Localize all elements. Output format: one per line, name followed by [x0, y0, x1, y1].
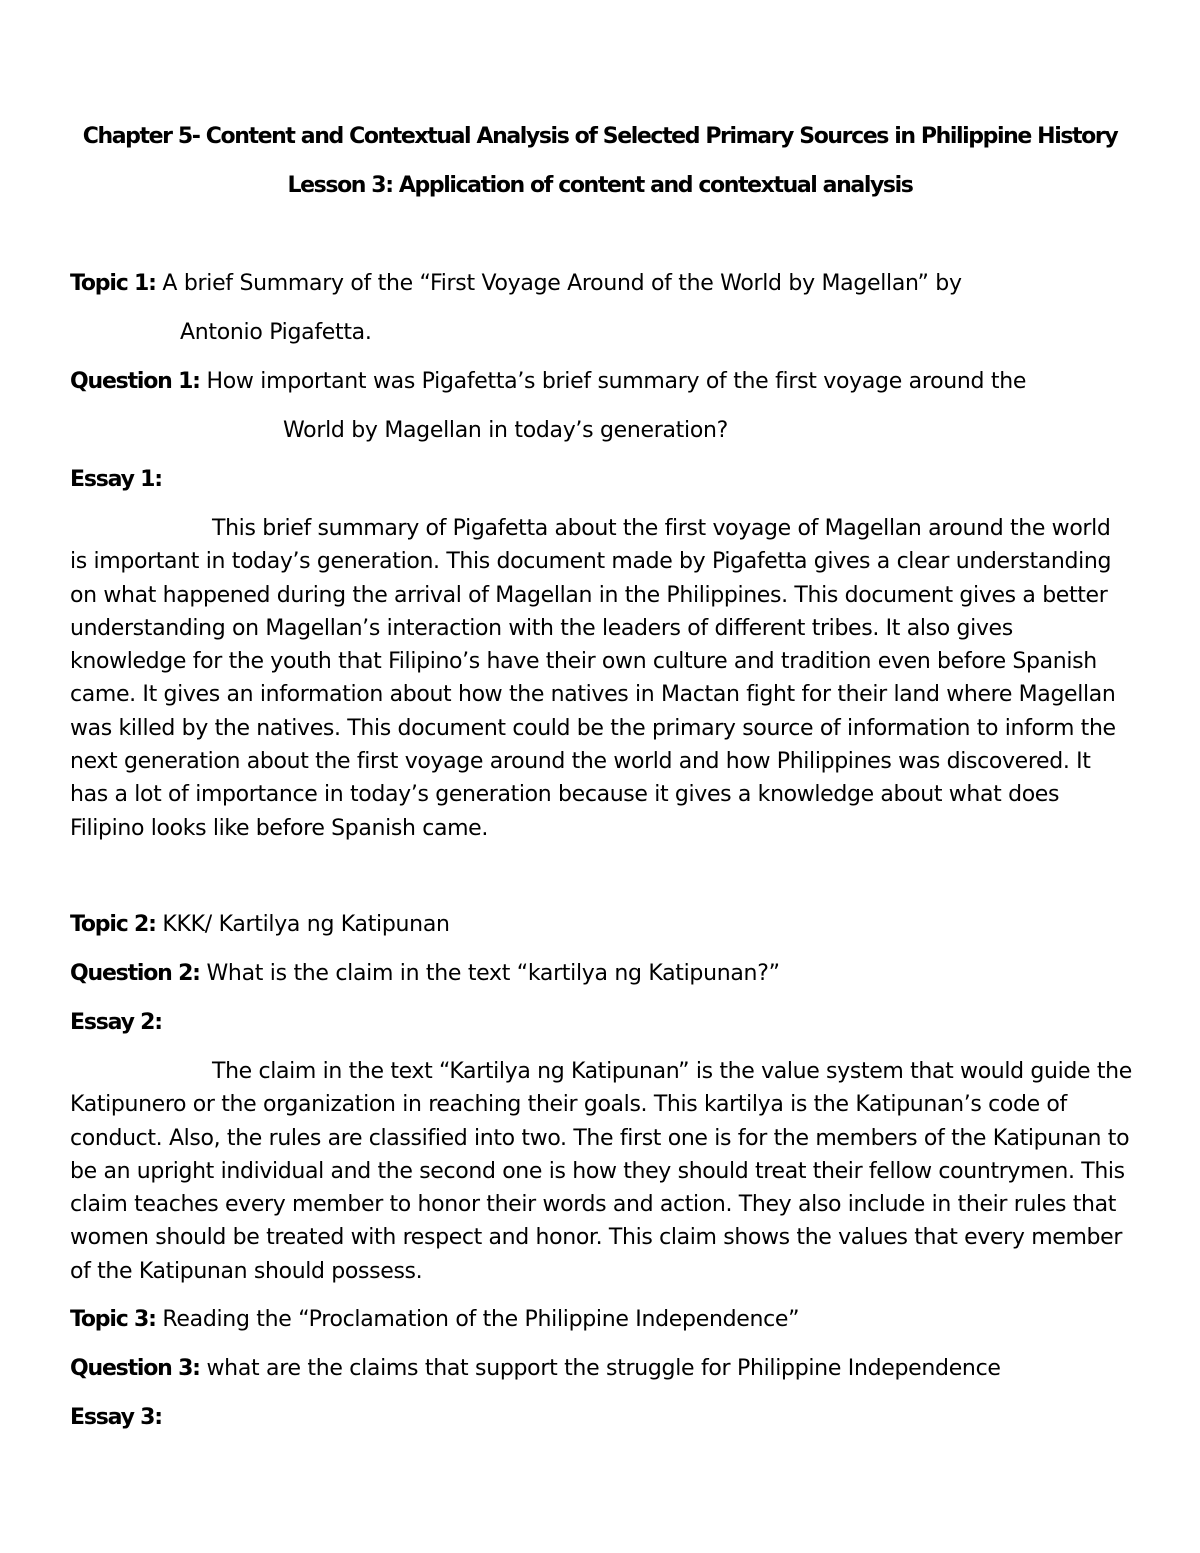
topic-1-label: Topic 1: — [70, 271, 156, 296]
topic-1-text-cont: Antonio Pigafetta. — [180, 320, 372, 345]
chapter-title: Chapter 5- Content and Contextual Analysis of Selected Primary Sources in Philippine History — [82, 124, 1118, 149]
question-3-text: what are the claims that support the struggle for Philippine Independence — [206, 1356, 1001, 1381]
topic-1 — [70, 269, 962, 299]
question-2-label: Question 2: — [70, 961, 200, 986]
lesson-title: Lesson 3: Application of content and contextual analysis — [287, 173, 913, 198]
topic-1-text: A brief Summary of the “First Voyage Around of the World by Magellan” by — [162, 271, 962, 296]
topic-3 — [70, 1305, 799, 1335]
question-1-label: Question 1: — [70, 369, 200, 394]
essay-1-text: This brief summary of Pigafetta about the first voyage of Magellan around the world is important in today’s generation. This document made by Pigafetta gives a clear understanding on what happened during the arrival of Magellan in the Philippines. This document gives a better understanding on Magellan’s interaction with the leaders of different tribes. It also gives knowledge for the youth that Filipino’s have their own culture and tradition even before Spanish came. It gives an information about how the natives in Mactan fight for their land where Magellan was killed by the natives. This document could be the primary source of information to inform the next generation about the first voyage around the world and how Philippines was discovered. It has a lot of importance in today’s generation because it gives a knowledge about what does Filipino looks like before Spanish came. — [70, 516, 1116, 841]
topic-2-text: KKK/ Kartilya ng Katipunan — [162, 912, 450, 937]
topic-3-text: Reading the “Proclamation of the Philippine Independence” — [162, 1307, 800, 1332]
topic-2 — [70, 910, 450, 940]
question-1-text: How important was Pigafetta’s brief summary of the first voyage around the — [206, 369, 1027, 394]
topic-3-label: Topic 3: — [70, 1307, 156, 1332]
essay-1-body — [70, 512, 1132, 845]
topic-2-label: Topic 2: — [70, 912, 156, 937]
essay-2-body — [70, 1055, 1132, 1288]
question-2-text: What is the claim in the text “kartilya ng Katipunan?” — [206, 961, 780, 986]
essay-3-label: Essay 3: — [70, 1405, 162, 1430]
essay-2-label: Essay 2: — [70, 1010, 162, 1035]
question-1-text-cont: World by Magellan in today’s generation? — [283, 418, 728, 443]
essay-1-label: Essay 1: — [70, 467, 162, 492]
question-3 — [70, 1354, 1001, 1384]
question-3-label: Question 3: — [70, 1356, 200, 1381]
question-1 — [70, 367, 1026, 397]
essay-2-text: The claim in the text “Kartilya ng Katipunan” is the value system that would guide the Katipunero or the organization in reaching their goals. This kartilya is the Katipunan’s code of conduct. Also, the rules are classified into two. The first one is for the members of the Katipunan to be an upright individual and the second one is how they should treat their fellow countrymen. This claim teaches every member to honor their words and action. They also include in their rules that women should be treated with respect and honor. This claim shows the values that every member of the Katipunan should possess. — [70, 1059, 1132, 1284]
question-2 — [70, 959, 780, 989]
